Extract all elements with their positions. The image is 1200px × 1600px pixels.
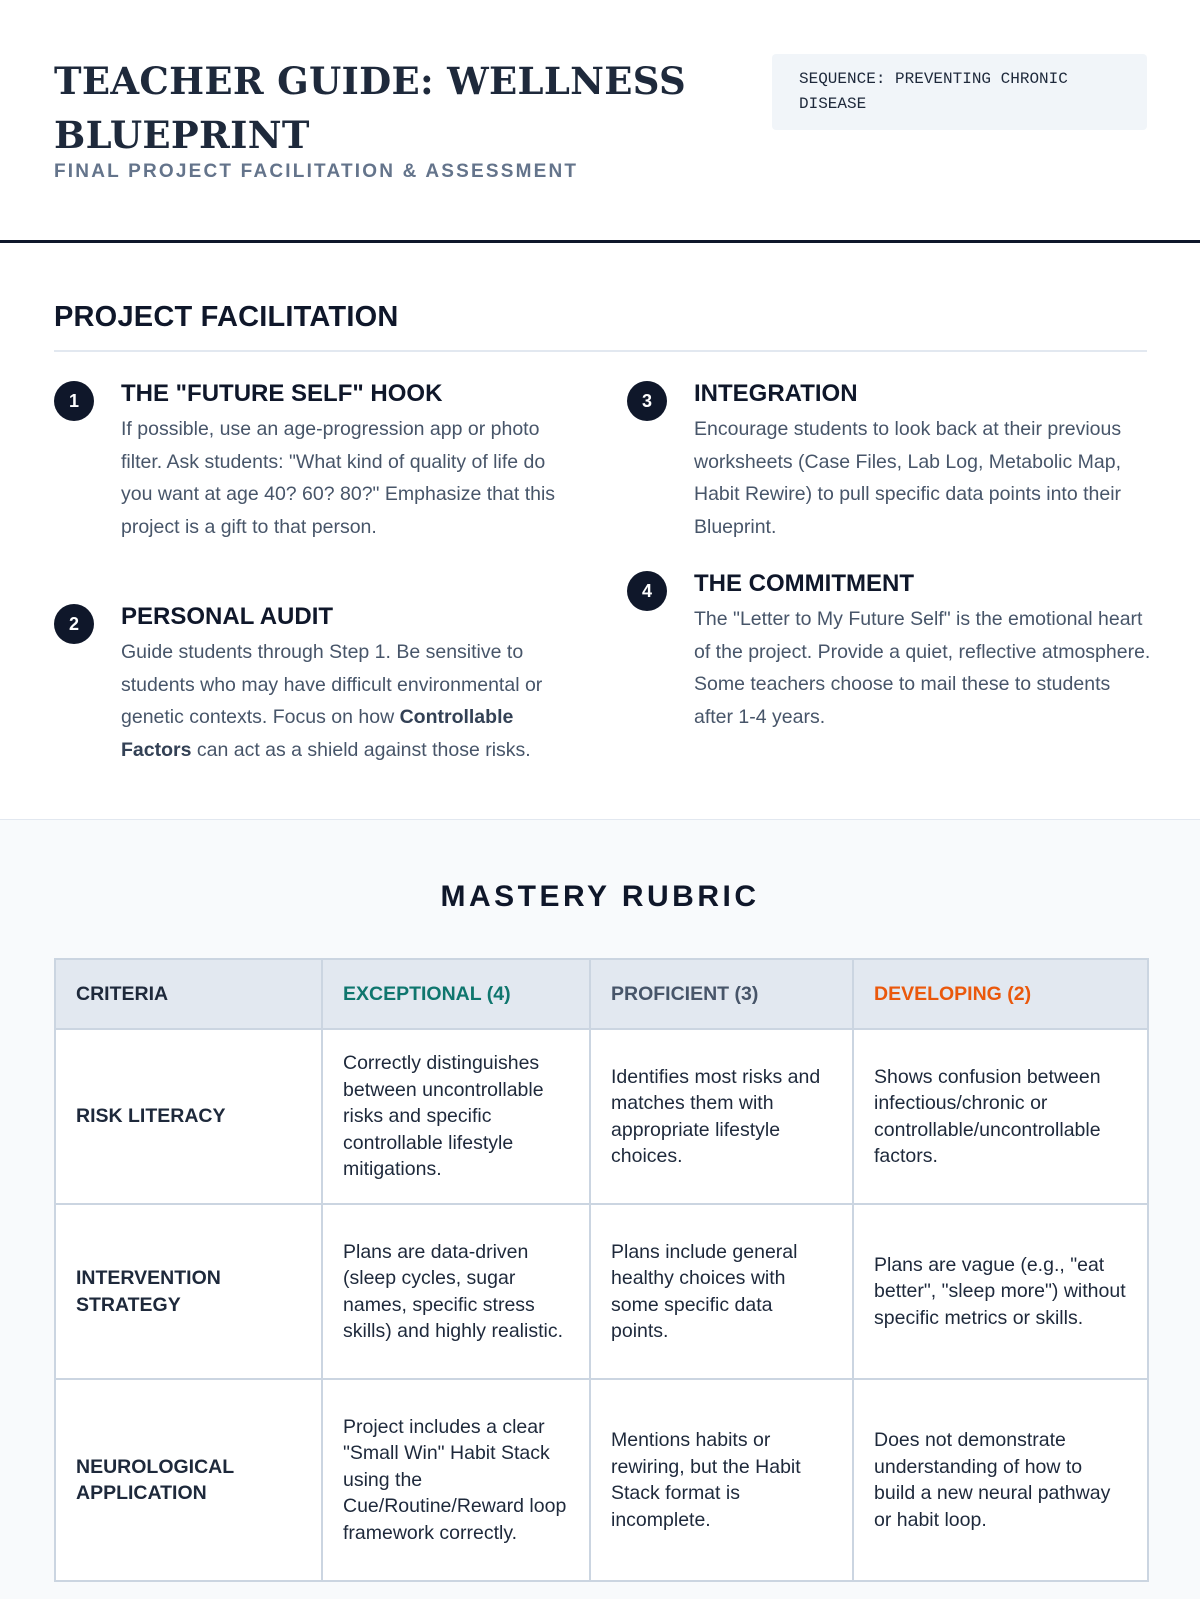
step-title: PERSONAL AUDIT bbox=[121, 603, 334, 630]
table-row bbox=[55, 1204, 1148, 1379]
proficient-cell: Mentions habits or rewiring, but the Habit Stack format is incomplete. bbox=[590, 1379, 853, 1581]
sequence-badge: SEQUENCE: PREVENTING CHRONIC DISEASE bbox=[772, 54, 1147, 130]
step-number-badge: 3 bbox=[627, 381, 667, 421]
developing-cell: Does not demonstrate understanding of how to build a new neural pathway or habit loop. bbox=[853, 1379, 1148, 1581]
rubric-section bbox=[0, 820, 1200, 1599]
facilitation-title: PROJECT FACILITATION bbox=[54, 301, 399, 333]
step-number-badge: 4 bbox=[627, 571, 667, 611]
header-exceptional: EXCEPTIONAL (4) bbox=[322, 959, 590, 1029]
facilitation-section bbox=[0, 243, 1200, 820]
step-body: Encourage students to look back at their previous worksheets (Case Files, Lab Log, Metabolic Map, Habit Rewire) to pull specific data points into their Blueprint. bbox=[694, 418, 1122, 538]
header-proficient: PROFICIENT (3) bbox=[590, 959, 853, 1029]
rubric-header-row bbox=[55, 959, 1148, 1029]
step-body-text: Guide students through Step 1. Be sensitive to students who may have difficult environmental or genetic contexts. Focus on how bbox=[121, 641, 543, 728]
step-body bbox=[121, 636, 581, 766]
section-divider bbox=[54, 350, 1147, 352]
proficient-cell: Plans include general healthy choices with some specific data points. bbox=[590, 1204, 853, 1379]
exceptional-cell: Plans are data-driven (sleep cycles, sugar names, specific stress skills) and highly realistic. bbox=[322, 1204, 590, 1379]
step-title: INTEGRATION bbox=[694, 380, 858, 407]
step-number-badge: 2 bbox=[54, 604, 94, 644]
rubric-table bbox=[54, 958, 1149, 1582]
developing-cell: Shows confusion between infectious/chronic or controllable/uncontrollable factors. bbox=[853, 1029, 1148, 1204]
step-body: The "Letter to My Future Self" is the emotional heart of the project. Provide a quiet, reflective atmosphere. Some teachers choose to mail these to students after 1-4 years. bbox=[694, 608, 1151, 728]
proficient-cell: Identifies most risks and matches them with appropriate lifestyle choices. bbox=[590, 1029, 853, 1204]
exceptional-cell: Project includes a clear "Small Win" Habit Stack using the Cue/Routine/Reward loop framework correctly. bbox=[322, 1379, 590, 1581]
exceptional-cell: Correctly distinguishes between uncontrollable risks and specific controllable lifestyle mitigations. bbox=[322, 1029, 590, 1204]
page-title: TEACHER GUIDE: WELLNESS BLUEPRINT bbox=[54, 59, 687, 157]
step-title: THE "FUTURE SELF" HOOK bbox=[121, 380, 443, 407]
developing-cell: Plans are vague (e.g., "eat better", "sleep more") without specific metrics or skills. bbox=[853, 1204, 1148, 1379]
header-criteria: CRITERIA bbox=[55, 959, 322, 1029]
criteria-cell: INTERVENTION STRATEGY bbox=[55, 1204, 322, 1379]
criteria-cell: NEUROLOGICAL APPLICATION bbox=[55, 1379, 322, 1581]
table-row bbox=[55, 1029, 1148, 1204]
page-subtitle: FINAL PROJECT FACILITATION & ASSESSMENT bbox=[54, 161, 579, 182]
step-body: If possible, use an age-progression app or photo filter. Ask students: "What kind of quality of life do you want at age 40? 60? 80?" Emphasize that this project is a gift to that person. bbox=[121, 418, 556, 538]
page-header bbox=[0, 0, 1200, 243]
table-row bbox=[55, 1379, 1148, 1581]
step-body-text: can act as a shield against those risks. bbox=[191, 738, 531, 761]
step-title: THE COMMITMENT bbox=[694, 570, 914, 597]
rubric-title: MASTERY RUBRIC bbox=[440, 880, 760, 913]
criteria-cell: RISK LITERACY bbox=[55, 1029, 322, 1204]
header-developing: DEVELOPING (2) bbox=[853, 959, 1148, 1029]
step-number-badge: 1 bbox=[54, 381, 94, 421]
step-body-emphasis: Controllable Factors bbox=[121, 706, 514, 761]
